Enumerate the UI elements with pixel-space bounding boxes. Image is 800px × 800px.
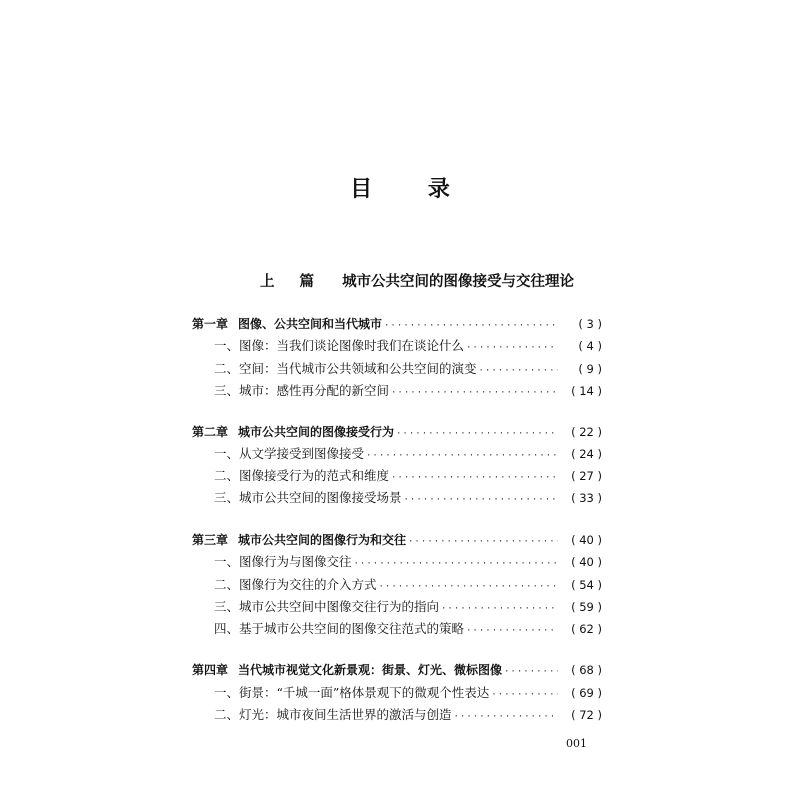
chapter-title: 城市公共空间的图像行为和交往	[238, 533, 407, 547]
page-number: ( 69 )	[571, 686, 602, 700]
section-title: 一、图像：当我们谈论图像时我们在谈论什么	[214, 338, 465, 353]
toc-section[interactable]	[214, 381, 602, 401]
toc-section[interactable]	[214, 466, 602, 486]
section-title: 二、图像行为交往的介入方式	[214, 577, 377, 592]
section-title: 四、基于城市公共空间的图像交往范式的策略	[214, 621, 465, 636]
dot-leader	[396, 424, 558, 444]
page-title: 目 录	[350, 176, 474, 202]
section-title: 三、城市公共空间中图像交往行为的指向	[214, 599, 440, 614]
toc-section[interactable]	[214, 336, 602, 356]
page-number: ( 22 )	[571, 425, 602, 439]
page-number: ( 4 )	[578, 339, 602, 353]
page-number: ( 27 )	[571, 469, 602, 483]
toc-section[interactable]	[214, 575, 602, 595]
part-label: 上 篇	[260, 273, 325, 290]
chapter-number: 第二章	[192, 425, 229, 439]
section-title: 二、灯光：城市夜间生活世界的激活与创造	[214, 707, 452, 722]
section-title: 二、图像接受行为的范式和维度	[214, 468, 390, 483]
section-title: 三、城市公共空间的图像接受场景	[214, 490, 402, 505]
dot-leader	[504, 662, 558, 682]
chapter-title: 城市公共空间的图像接受行为	[238, 425, 395, 439]
chapter-title: 图像、公共空间和当代城市	[238, 317, 383, 331]
toc-section[interactable]	[214, 488, 602, 508]
toc-section[interactable]	[214, 597, 602, 617]
page-number: ( 72 )	[571, 708, 602, 722]
chapter-number: 第一章	[192, 317, 229, 331]
dot-leader	[491, 685, 558, 705]
part-heading	[260, 270, 580, 291]
toc-section[interactable]	[214, 619, 602, 639]
page-number: ( 14 )	[571, 384, 602, 398]
chapter-title: 当代城市视觉文化新景观：街景、灯光、微标图像	[238, 663, 503, 677]
page-number: ( 33 )	[571, 491, 602, 505]
dot-leader	[366, 446, 558, 466]
dot-leader	[384, 316, 558, 336]
page-number: ( 40 )	[571, 533, 602, 547]
page-folio: 001	[566, 737, 587, 750]
section-title: 一、街景：“千城一面”格体景观下的微观个性表达	[214, 685, 490, 700]
section-title: 三、城市：感性再分配的新空间	[214, 383, 390, 398]
section-title: 一、图像行为与图像交往	[214, 554, 352, 569]
dot-leader	[391, 468, 558, 488]
dot-leader	[391, 383, 558, 403]
dot-leader	[454, 707, 558, 727]
toc-section[interactable]	[214, 444, 602, 464]
dot-leader	[466, 338, 558, 358]
toc-chapter-3[interactable]	[192, 530, 602, 550]
page-number: ( 59 )	[571, 600, 602, 614]
toc-chapter-2[interactable]	[192, 422, 602, 442]
chapter-number: 第三章	[192, 533, 229, 547]
dot-leader	[466, 621, 558, 641]
toc-section[interactable]	[214, 683, 602, 703]
section-title: 一、从文学接受到图像接受	[214, 446, 365, 461]
page-number: ( 9 )	[578, 362, 602, 376]
toc-section[interactable]	[214, 359, 602, 379]
dot-leader	[404, 490, 558, 510]
toc-section[interactable]	[214, 705, 602, 725]
page-number: ( 68 )	[571, 663, 602, 677]
page-number: ( 24 )	[571, 447, 602, 461]
toc-section[interactable]	[214, 552, 602, 572]
part-title: 城市公共空间的图像接受与交往理论	[342, 273, 575, 290]
dot-leader	[441, 599, 558, 619]
page-number: ( 3 )	[578, 317, 602, 331]
page-number: ( 62 )	[571, 622, 602, 636]
dot-leader	[479, 361, 558, 381]
section-title: 二、空间：当代城市公共领域和公共空间的演变	[214, 361, 477, 376]
toc-chapter-1[interactable]	[192, 314, 602, 334]
dot-leader	[408, 532, 558, 552]
chapter-number: 第四章	[192, 663, 229, 677]
dot-leader	[379, 577, 558, 597]
page-number: ( 54 )	[571, 578, 602, 592]
dot-leader	[354, 554, 558, 574]
page-number: ( 40 )	[571, 555, 602, 569]
toc-chapter-4[interactable]	[192, 660, 602, 680]
